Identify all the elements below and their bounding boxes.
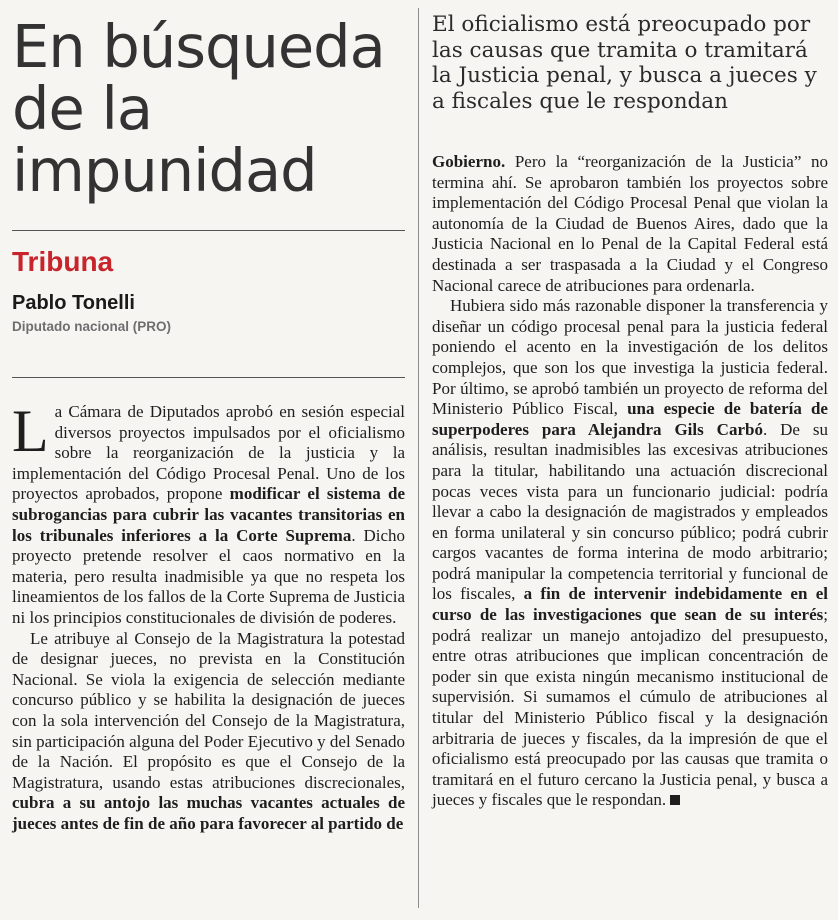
article-body-left (12, 398, 405, 834)
headline (12, 12, 405, 205)
text-run: ; podrá realizar un manejo antojadizo del presupuesto, entre otras atribuciones que implican concentración de poder sin que exista ningún mecanismo institucional de supervisión. Si sumamos el cúmulo de atribuciones al titular del Ministerio Público fiscal y la designación arbitraria de jueces y fiscales, da la impresión de que el oficialismo está preocupado por las causas que tramita o tramitará en el futuro cercano la Justicia penal, y busca a jueces y fiscales que le respondan. (432, 605, 828, 810)
highlight-text: una especie de batería de superpoderes para Alejandra Gils Carbó (432, 399, 828, 439)
divider-bottom (12, 377, 405, 378)
deck: El oficialismo está preocupado por las causas que tramita o tramitará la Justicia penal, y busca a jueces y a fiscales que le respondan (432, 12, 817, 114)
highlight-text: modificar el sistema de subrogancias para cubrir las vacantes transitorias en los tribunales inferiores a la Corte Suprema (12, 484, 405, 545)
text-run: Hubiera sido más razonable disponer la transferencia y diseñar un código procesal penal para la justicia federal poniendo el acento en la investigación de los delitos complejos, que son los que investiga la justicia federal. Por último, se aprobó también un proyecto de reforma del Ministerio Público Fiscal, (432, 296, 828, 419)
headline-line-2: de la (12, 74, 153, 143)
author-name: Pablo Tonelli (12, 292, 135, 314)
left-column (12, 0, 405, 920)
paragraph-3 (432, 152, 828, 296)
section-label: Tribuna (12, 246, 114, 277)
text-run: . De su análisis, resultan inadmisibles las excesivas atribuciones para la titular, habilitando una actuación discrecional pocas veces vista para un funcionario judicial: podría llevar a cabo la designación de magistrados y empleados en forma unilateral y sin concurso público; podrá cubrir cargos vacantes de forma interina de modo arbitrario; podrá manipular la competencia territorial y funcional de los fiscales, (432, 419, 828, 604)
text-run: Pero la “reorganización de la Justicia” no termina ahí. Se aprobaron también los proyectos sobre implementación del Código Procesal Penal que violan la autonomía de la Ciudad de Buenos Aires, dado que la Justicia Nacional en lo Penal de la Capital Federal está destinada a ser traspasada a la Ciudad y el Congreso Nacional carece de atribuciones para ordenarla. (432, 152, 828, 295)
headline-line-1: En búsqueda (12, 12, 385, 81)
author-role: Diputado nacional (PRO) (12, 319, 172, 334)
text-run: a Cámara de Diputados aprobó en sesión especial diversos proyectos impulsados por el oficialismo sobre la reorganización de la justicia y la implementación del Código Procesal Penal. Uno de los proyectos aprobados, propone (12, 402, 405, 504)
column-rule (418, 8, 419, 908)
text-run: Le atribuye al Consejo de la Magistratura la potestad de designar jueces, no prevista en la Constitución Nacional. Se viola la exigencia de selección mediante concurso público y se habilita la designación de jueces con la sola intervención del Consejo de la Magistratura, sin participación alguna del Poder Ejecutivo y del Senado de la Nación. El propósito es que el Consejo de la Magistratura, usando estas atribuciones discrecionales, (12, 628, 405, 792)
right-column (432, 0, 828, 920)
drop-cap: L (12, 398, 49, 464)
text-run: . Dicho proyecto pretende resolver el caos normativo en la materia, pero resulta inadmisible ya que no respeta los lineamientos de los fallos de la Corte Suprema de Justicia ni los principios constitucionales de división de poderes. (12, 525, 405, 627)
highlight-text: Gobierno. (432, 152, 506, 171)
paragraph-1 (12, 398, 405, 629)
headline-line-3: impunidad (12, 136, 317, 205)
divider-top (12, 230, 405, 231)
end-mark-icon (670, 795, 680, 805)
highlight-text: a fin de intervenir indebidamente en el curso de las investigaciones que sean de su interés (432, 584, 828, 625)
article-body-right (432, 152, 828, 811)
paragraph-4 (432, 296, 828, 811)
paragraph-2 (12, 629, 405, 835)
highlight-text: cubra a su antojo las muchas vacantes actuales de jueces antes de fin de año para favorecer al partido de (12, 793, 405, 833)
